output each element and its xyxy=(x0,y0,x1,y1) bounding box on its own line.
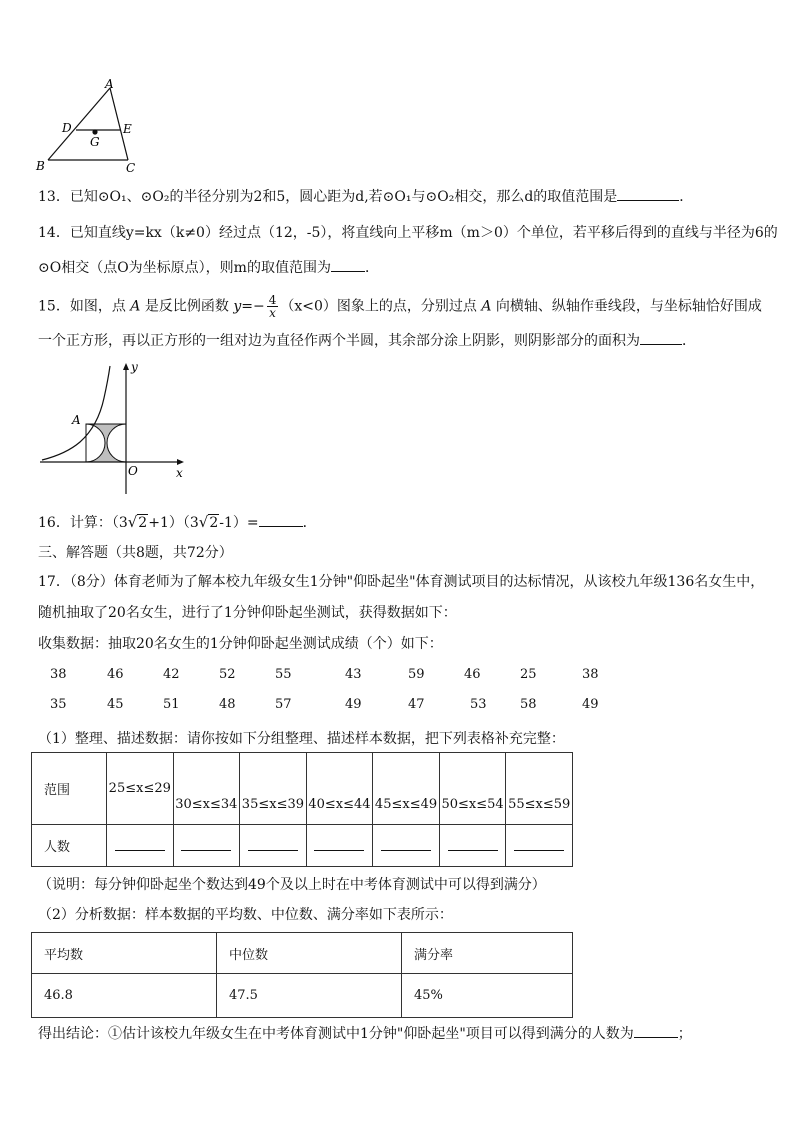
q15-frac-den: x xyxy=(269,306,276,320)
stat-header-mean: 平均数 xyxy=(44,947,84,963)
count-header-cell xyxy=(32,825,107,867)
range-value: 55≤x≤59 xyxy=(508,797,571,812)
question-14-line2 xyxy=(38,258,379,278)
data-value: 46 xyxy=(464,667,481,682)
q15-frac-num: 4 xyxy=(268,293,277,307)
label-x: x xyxy=(176,466,183,480)
range-value: 35≤x≤39 xyxy=(241,797,304,812)
q15-fraction xyxy=(267,294,279,319)
q16-sqrt2: 2 xyxy=(209,515,219,531)
range-header-cell xyxy=(32,753,107,825)
section3-title: 三、解答题（共8题，共72分） xyxy=(38,545,233,561)
data-value: 49 xyxy=(345,697,362,712)
q17-analyze-label: （2）分析数据：样本数据的平均数、中位数、满分率如下表所示： xyxy=(38,907,453,923)
q17-line2: 随机抽取了20名女生，进行了1分钟仰卧起坐测试，获得数据如下： xyxy=(38,605,457,621)
q16-suffix: -1）= xyxy=(219,515,259,531)
label-c: C xyxy=(126,161,136,175)
frequency-table xyxy=(31,752,573,867)
count-cell[interactable] xyxy=(373,825,440,867)
q17-organize-label: （1）整理、描述数据：请你按如下分组整理、描述样本数据，把下列表格补充完整： xyxy=(38,731,565,747)
range-cell xyxy=(240,753,307,825)
q17-collect-label: 收集数据：抽取20名女生的1分钟仰卧起坐测试成绩（个）如下： xyxy=(38,636,443,652)
q15-func-y: y=− xyxy=(233,298,265,315)
stat-header-cell xyxy=(402,933,573,974)
data-value: 51 xyxy=(163,697,180,712)
stat-header-cell xyxy=(32,933,217,974)
collect-data-label xyxy=(38,634,443,654)
range-cell xyxy=(506,753,573,825)
q15-point-a: A xyxy=(130,298,141,315)
q15-answer-blank[interactable] xyxy=(640,331,682,345)
q13-text: 13．已知⊙O₁、⊙O₂的半径分别为2和5，圆心距为d,若⊙O₁与⊙O₂相交，那么d的取值范围是 xyxy=(38,189,618,205)
q15-end: ． xyxy=(682,333,696,349)
count-blank[interactable] xyxy=(514,837,564,851)
question-17-line1 xyxy=(38,572,764,592)
sqrt-icon: √ xyxy=(198,513,209,531)
count-blank[interactable] xyxy=(381,837,431,851)
data-value: 53 xyxy=(470,697,487,712)
label-a: A xyxy=(72,413,81,427)
data-value: 59 xyxy=(408,667,425,682)
range-cell xyxy=(439,753,506,825)
data-value: 57 xyxy=(275,697,292,712)
count-cell[interactable] xyxy=(240,825,307,867)
data-value: 25 xyxy=(520,667,537,682)
stat-value-cell xyxy=(32,974,217,1018)
q17-line1: 17．（8分）体育老师为了解本校九年级女生1分钟"仰卧起坐"体育测试项目的达标情况，从该校九年级136名女生中， xyxy=(38,574,765,590)
stat-header-median: 中位数 xyxy=(229,947,269,963)
q14-line2-text: ⊙O相交（点O为坐标原点），则m的取值范围为 xyxy=(38,260,331,276)
q13-end: ． xyxy=(679,189,694,205)
range-value: 25≤x≤29 xyxy=(108,781,171,796)
range-value: 45≤x≤49 xyxy=(374,797,438,812)
q17-conclusion-end: ； xyxy=(677,1026,692,1042)
stat-value-fullrate: 45% xyxy=(414,988,443,1003)
q16-end: ． xyxy=(302,515,317,531)
graph-figure xyxy=(36,358,196,498)
range-value: 40≤x≤44 xyxy=(308,797,371,812)
label-e: E xyxy=(123,122,132,136)
count-blank[interactable] xyxy=(448,837,498,851)
data-value: 58 xyxy=(520,697,537,712)
stat-value-cell xyxy=(217,974,402,1018)
q15-line2: 一个正方形，再以正方形的一组对边为直径作两个半圆，其余部分涂上阴影，则阴影部分的面积为 xyxy=(38,333,640,349)
stat-header-fullrate: 满分率 xyxy=(414,947,454,963)
triangle-figure xyxy=(30,78,150,178)
table-row xyxy=(32,974,573,1018)
count-blank[interactable] xyxy=(314,837,364,851)
range-value: 50≤x≤54 xyxy=(441,797,504,812)
organize-label xyxy=(38,729,565,749)
range-cell xyxy=(306,753,373,825)
question-13 xyxy=(38,187,693,207)
q15-prefix: 15．如图，点 xyxy=(38,298,126,315)
q17-conclusion: 得出结论：①估计该校九年级女生在中考体育测试中1分钟"仰卧起坐"项目可以得到满分的人数为 xyxy=(38,1026,634,1042)
stat-value-median: 47.5 xyxy=(229,988,258,1003)
range-cell xyxy=(173,753,240,825)
count-blank[interactable] xyxy=(115,837,165,851)
data-value: 47 xyxy=(408,697,425,712)
table-row xyxy=(32,825,573,867)
label-d: D xyxy=(62,121,72,135)
q14-answer-blank[interactable] xyxy=(331,258,365,272)
label-g: G xyxy=(90,135,100,149)
table-row xyxy=(32,933,573,974)
label-b: B xyxy=(36,159,45,173)
count-cell[interactable] xyxy=(439,825,506,867)
q15-point-a2: A xyxy=(481,298,492,315)
data-value: 43 xyxy=(345,667,362,682)
count-cell[interactable] xyxy=(173,825,240,867)
count-blank[interactable] xyxy=(248,837,298,851)
count-blank[interactable] xyxy=(181,837,231,851)
note-line xyxy=(38,875,546,895)
statistics-table xyxy=(31,932,573,1018)
q17-note: （说明：每分钟仰卧起坐个数达到49个及以上时在中考体育测试中可以得到满分） xyxy=(38,877,546,893)
analyze-label xyxy=(38,905,453,925)
range-cell xyxy=(107,753,174,825)
q16-answer-blank[interactable] xyxy=(259,513,303,527)
data-value: 55 xyxy=(275,667,292,682)
question-16 xyxy=(38,512,317,533)
stat-header-cell xyxy=(217,933,402,974)
point-g xyxy=(92,129,97,134)
data-value: 45 xyxy=(107,697,124,712)
data-value: 38 xyxy=(50,667,67,682)
count-header: 人数 xyxy=(44,840,71,855)
count-cell[interactable] xyxy=(506,825,573,867)
question-14-line1 xyxy=(38,223,778,243)
question-15-line2 xyxy=(38,331,696,351)
data-value: 38 xyxy=(582,667,599,682)
q15-cond: （x<0）图象上的点，分别过点 xyxy=(280,298,477,315)
conclusion-line xyxy=(38,1024,692,1044)
q16-prefix: 16．计算：（3 xyxy=(38,515,128,531)
x-axis-arrow xyxy=(177,459,184,465)
triangle-side-ab xyxy=(48,88,110,160)
q15-mid1: 是反比例函数 xyxy=(144,298,229,315)
y-axis-arrow xyxy=(123,363,129,370)
range-value: 30≤x≤34 xyxy=(175,797,238,812)
sqrt-icon: √ xyxy=(127,513,138,531)
section-3-title xyxy=(38,543,233,563)
data-value: 48 xyxy=(219,697,236,712)
data-value: 49 xyxy=(582,697,599,712)
label-o: O xyxy=(128,464,138,478)
q13-answer-blank[interactable] xyxy=(617,187,679,201)
stat-value-cell xyxy=(402,974,573,1018)
stat-value-mean: 46.8 xyxy=(44,988,73,1003)
count-cell[interactable] xyxy=(107,825,174,867)
range-cell xyxy=(373,753,440,825)
q14-end: ． xyxy=(364,260,379,276)
question-17-line2 xyxy=(38,603,457,623)
count-cell[interactable] xyxy=(306,825,373,867)
label-y: y xyxy=(131,360,138,374)
data-value: 35 xyxy=(50,697,67,712)
conclusion-answer-blank[interactable] xyxy=(634,1024,678,1038)
q15-suffix: 向横轴、纵轴作垂线段，与坐标轴恰好围成 xyxy=(495,298,762,315)
q14-line1: 14．已知直线y=kx（k≠0）经过点（12，-5），将直线向上平移m（m＞0）个单位，若平移后得到的直线与半径为6的 xyxy=(38,225,778,241)
data-value: 42 xyxy=(163,667,180,682)
data-value: 52 xyxy=(219,667,236,682)
q16-sqrt1: 2 xyxy=(138,515,148,531)
q16-mid: +1）（3 xyxy=(148,515,199,531)
data-value: 46 xyxy=(107,667,124,682)
label-a: A xyxy=(105,78,114,91)
table-row xyxy=(32,753,573,825)
range-header: 范围 xyxy=(44,783,71,798)
question-15-line1 xyxy=(38,294,762,319)
